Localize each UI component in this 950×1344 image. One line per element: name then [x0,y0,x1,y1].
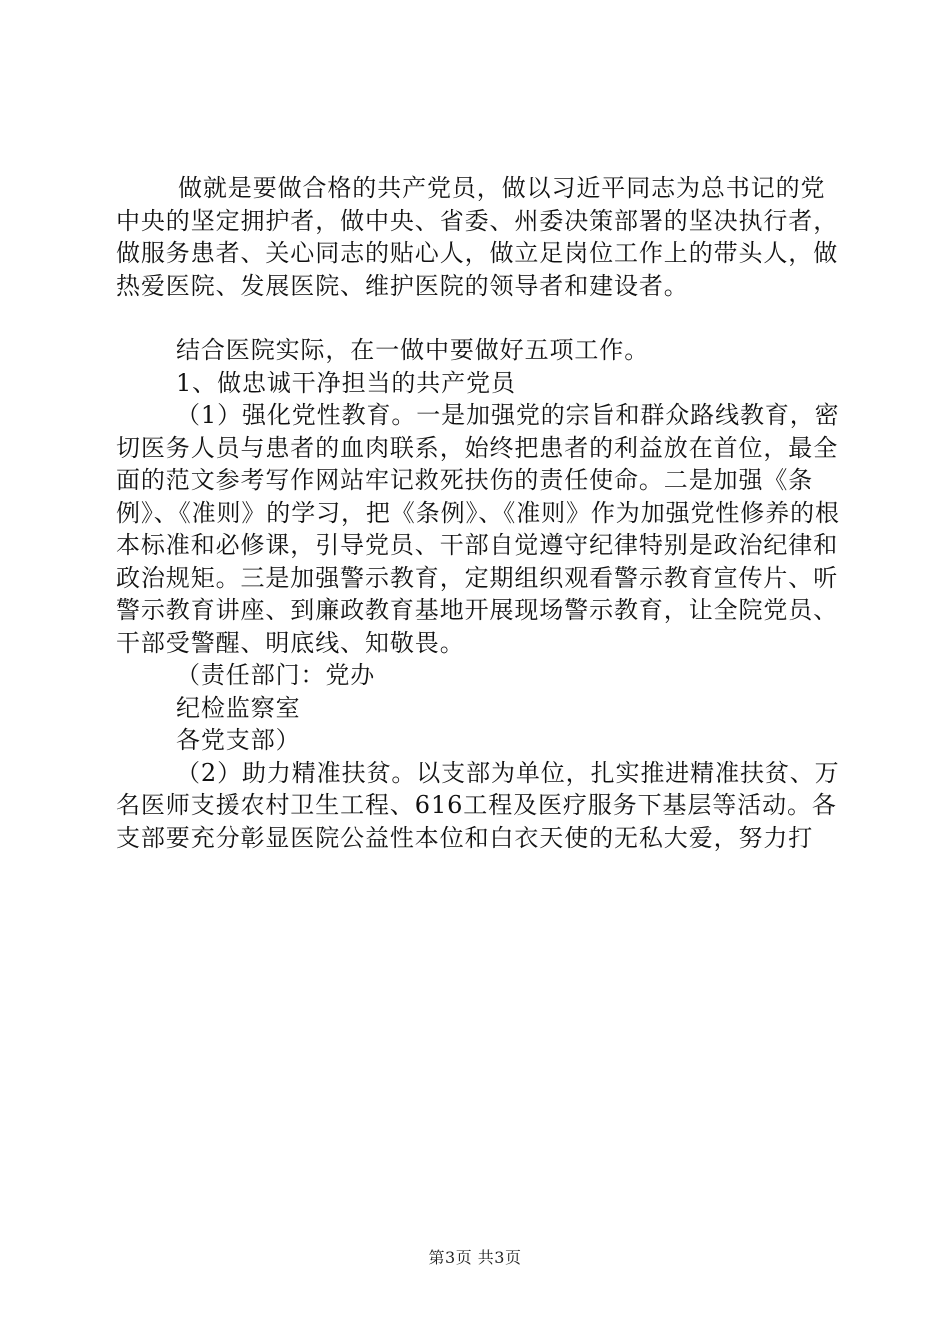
section-heading-1: 1、做忠诚干净担当的共产党员 [176,368,516,397]
responsible-dept-line: （责任部门：党办 [176,661,376,689]
page-footer: 第3页 共3页 [428,1248,522,1267]
paragraph-intro: 做就是要做合格的共产党员，做以习近平同志为总书记的党中央的坚定拥护者，做中央、省委、州委决策部署的坚决执行者，做服务患者、关心同志的贴心人，做立足岗位工作上的带头人，做热爱医院、发展医院、维护医院的领导者和建设者。 [116,174,839,300]
responsible-dept-discipline: 纪检监察室 [176,693,301,722]
paragraph-poverty-relief: （2）助力精准扶贫。以支部为单位，扎实推进精准扶贫、万名医师支援农村卫生工程、616工程及医疗服务下基层等活动。各支部要充分彰显医院公益性本位和白衣天使的无私大爱，努力打 [116,758,840,852]
responsible-dept-branches: 各党支部） [176,726,301,754]
paragraph-gap [116,302,846,334]
paragraph-party-education: （1）强化党性教育。一是加强党的宗旨和群众路线教育，密切医务人员与患者的血肉联系，始终把患者的利益放在首位，最全面的范文参考写作网站牢记救死扶伤的责任使命。二是加强《条例》、《准则》的学习，把《条例》、《准则》作为加强党性修养的根本标准和必修课，引导党员、干部自觉遵守纪律特别是政治纪律和政治规矩。三是加强警示教育，定期组织观看警示教育宣传片、听警示教育讲座、到廉政教育基地开展现场警示教育，让全院党员、干部受警醒、明底线、知敬畏。 [116,401,840,657]
document-body [116,172,846,854]
paragraph-work-items: 结合医院实际，在一做中要做好五项工作。 [176,336,650,364]
